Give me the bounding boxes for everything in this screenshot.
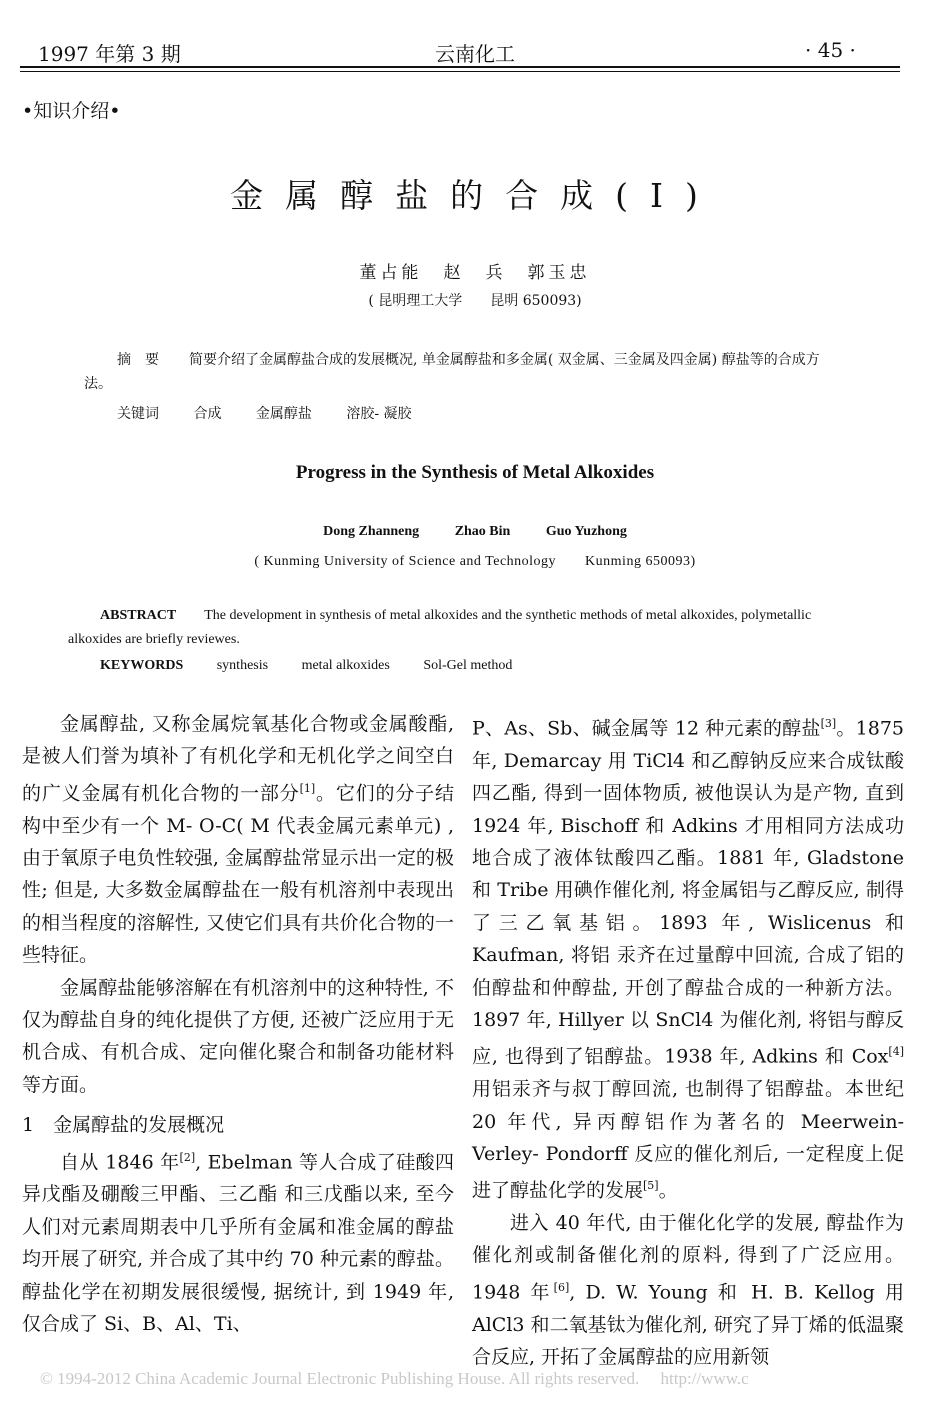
journal-issue: 1997 年第 3 期 [38,42,181,66]
affiliation-en: ( Kunming University of Science and Technology Kunming 650093) [254,554,696,569]
citation: [3] [820,717,837,730]
journal-name: 云南化工 [435,42,515,66]
citation: [4] [888,1045,904,1059]
authors-cn: 董占能 赵 兵 郭玉忠 [359,263,591,283]
paragraph: 自从 1846 年[2], Ebelman 等人合成了硅酸四异戊酯及硼酸三甲酯、三乙酯 和三戊酯以来, 至今人们对元素周期表中几乎所有金属和准金属的醇盐均开展了研究, 并合成了其中约 70 种元素的醇盐。醇盐化学在初期发展很缓慢, 据统计, 到 1949 年, 仅合成了 Si、B、Al、Ti、 [22,1150,454,1335]
keywords-cn-label: 关键词 [117,406,159,422]
paragraph: 金属醇盐, 又称金属烷氧基化合物或金属酸酯, 是被人们誉为填补了有机化学和无机化学之间空白的广义金属有机化合物的一部分[1]。它们的分子结构中至少有一个 M- O-C( M 代表金属元素单元) , 由于氧原子电负性较强, 金属醇盐常显示出一定的极性; 但是, 大多数金属醇盐在一般有机溶剂中表现出的相当程度的溶解性, 又使它们具有共价化合物的一些特征。 [22,713,454,967]
paragraph: P、As、Sb、碱金属等 12 种元素的醇盐[3]。1875 年, Demarcay 用 TiCl4 和乙醇钠反应来合成钛酸四乙酯, 得到一固体物质, 被他误认为是产物, 直到 1924 年, Bischoff 和 Adkins 才用相同方法成功地合成了液体钛酸四乙酯。1881 年, Gladstone 和 Tribe 用碘作催化剂, 将金属铝与乙醇反应, 制得了三乙氧基铝。1893 年, Wislicenus 和 Kaufman, 将铝 汞齐在过量醇中回流, 合成了铝的伯醇盐和仲醇盐, 开创了醇盐合成的一种新方法。1897 年, Hillyer 以 SnCl4 为催化剂, 将铝与醇反应, 也得到了铝醇盐。1938 年, Adkins 和 Cox[4]用铝汞齐与叔丁醇回流, 也制得了铝醇盐。本世纪 20 年代, 异丙醇铝作为著名的 Meerwein- Verley- Pondorff 反应的催化剂后, 一定程度上促进了醇盐化学的发展[5]。 [472,717,904,1202]
paragraph: 金属醇盐能够溶解在有机溶剂中的这种特性, 不仅为醇盐自身的纯化提供了方便, 还被广泛应用于无机合成、有机合成、定向催化聚合和制备功能材料等方面。 [22,976,454,1096]
keyword-en: metal alkoxides [301,658,390,673]
keyword-cn: 金属醇盐 [255,406,312,422]
header-rule-thin [20,71,900,72]
article-title: 金属醇盐的合成(Ⅰ) [230,176,720,215]
citation: [1] [299,781,316,795]
citation: [6] [553,1280,570,1294]
authors-en [0,524,950,540]
citation: [2] [179,1150,196,1164]
keyword-en: Sol-Gel method [423,658,513,673]
keywords-en-label: KEYWORDS [100,658,184,673]
keyword-cn: 合成 [193,406,222,422]
abstract-en [68,604,848,652]
author-en: Zhao Bin [454,524,511,539]
paragraph: 进入 40 年代, 由于催化化学的发展, 醇盐作为催化剂或制备催化剂的原料, 得到了广泛应用。1948 年[6], D. W. Young 和 H. B. Kellog 用 AlCl3 和二氧基钛为催化剂, 研究了异丁烯的低温聚合反应, 开拓了金属醇盐的应用新领 [472,1212,904,1369]
abstract-cn [84,348,844,396]
author-en: Guo Yuzhong [545,524,627,539]
body-column-right [472,708,904,1373]
keyword-en: synthesis [216,658,269,673]
affiliation-cn: ( 昆明理工大学 昆明 650093) [368,293,582,309]
citation: [5] [643,1179,659,1193]
section-label: •知识介绍• [22,100,121,122]
copyright-watermark: © 1994-2012 China Academic Journal Electronic Publishing House. All rights reserved. http://www.c [40,1369,749,1388]
abstract-cn-text: 简要介绍了金属醇盐合成的发展概况, 单金属醇盐和多金属( 双金属、三金属及四金属) 醇盐等的合成方法。 [84,352,820,392]
keywords-en [100,658,542,674]
abstract-en-text: The development in synthesis of metal alkoxides and the synthetic methods of metal alkoxides, polymetallic alkoxides are briefly reviewes. [68,608,812,647]
keyword-cn: 溶胶- 凝胶 [346,406,412,422]
page-number: · 45 · [805,38,856,62]
article-title-en: Progress in the Synthesis of Metal Alkoxides [295,462,655,483]
abstract-cn-label: 摘 要 [117,352,159,368]
author-en: Dong Zhanneng [323,524,420,539]
keywords-cn [117,403,442,423]
abstract-en-label: ABSTRACT [100,608,177,623]
body-column-left [22,708,454,1340]
section-heading: 1 金属醇盐的发展概况 [22,1114,225,1137]
header-rule-thick [20,66,900,68]
